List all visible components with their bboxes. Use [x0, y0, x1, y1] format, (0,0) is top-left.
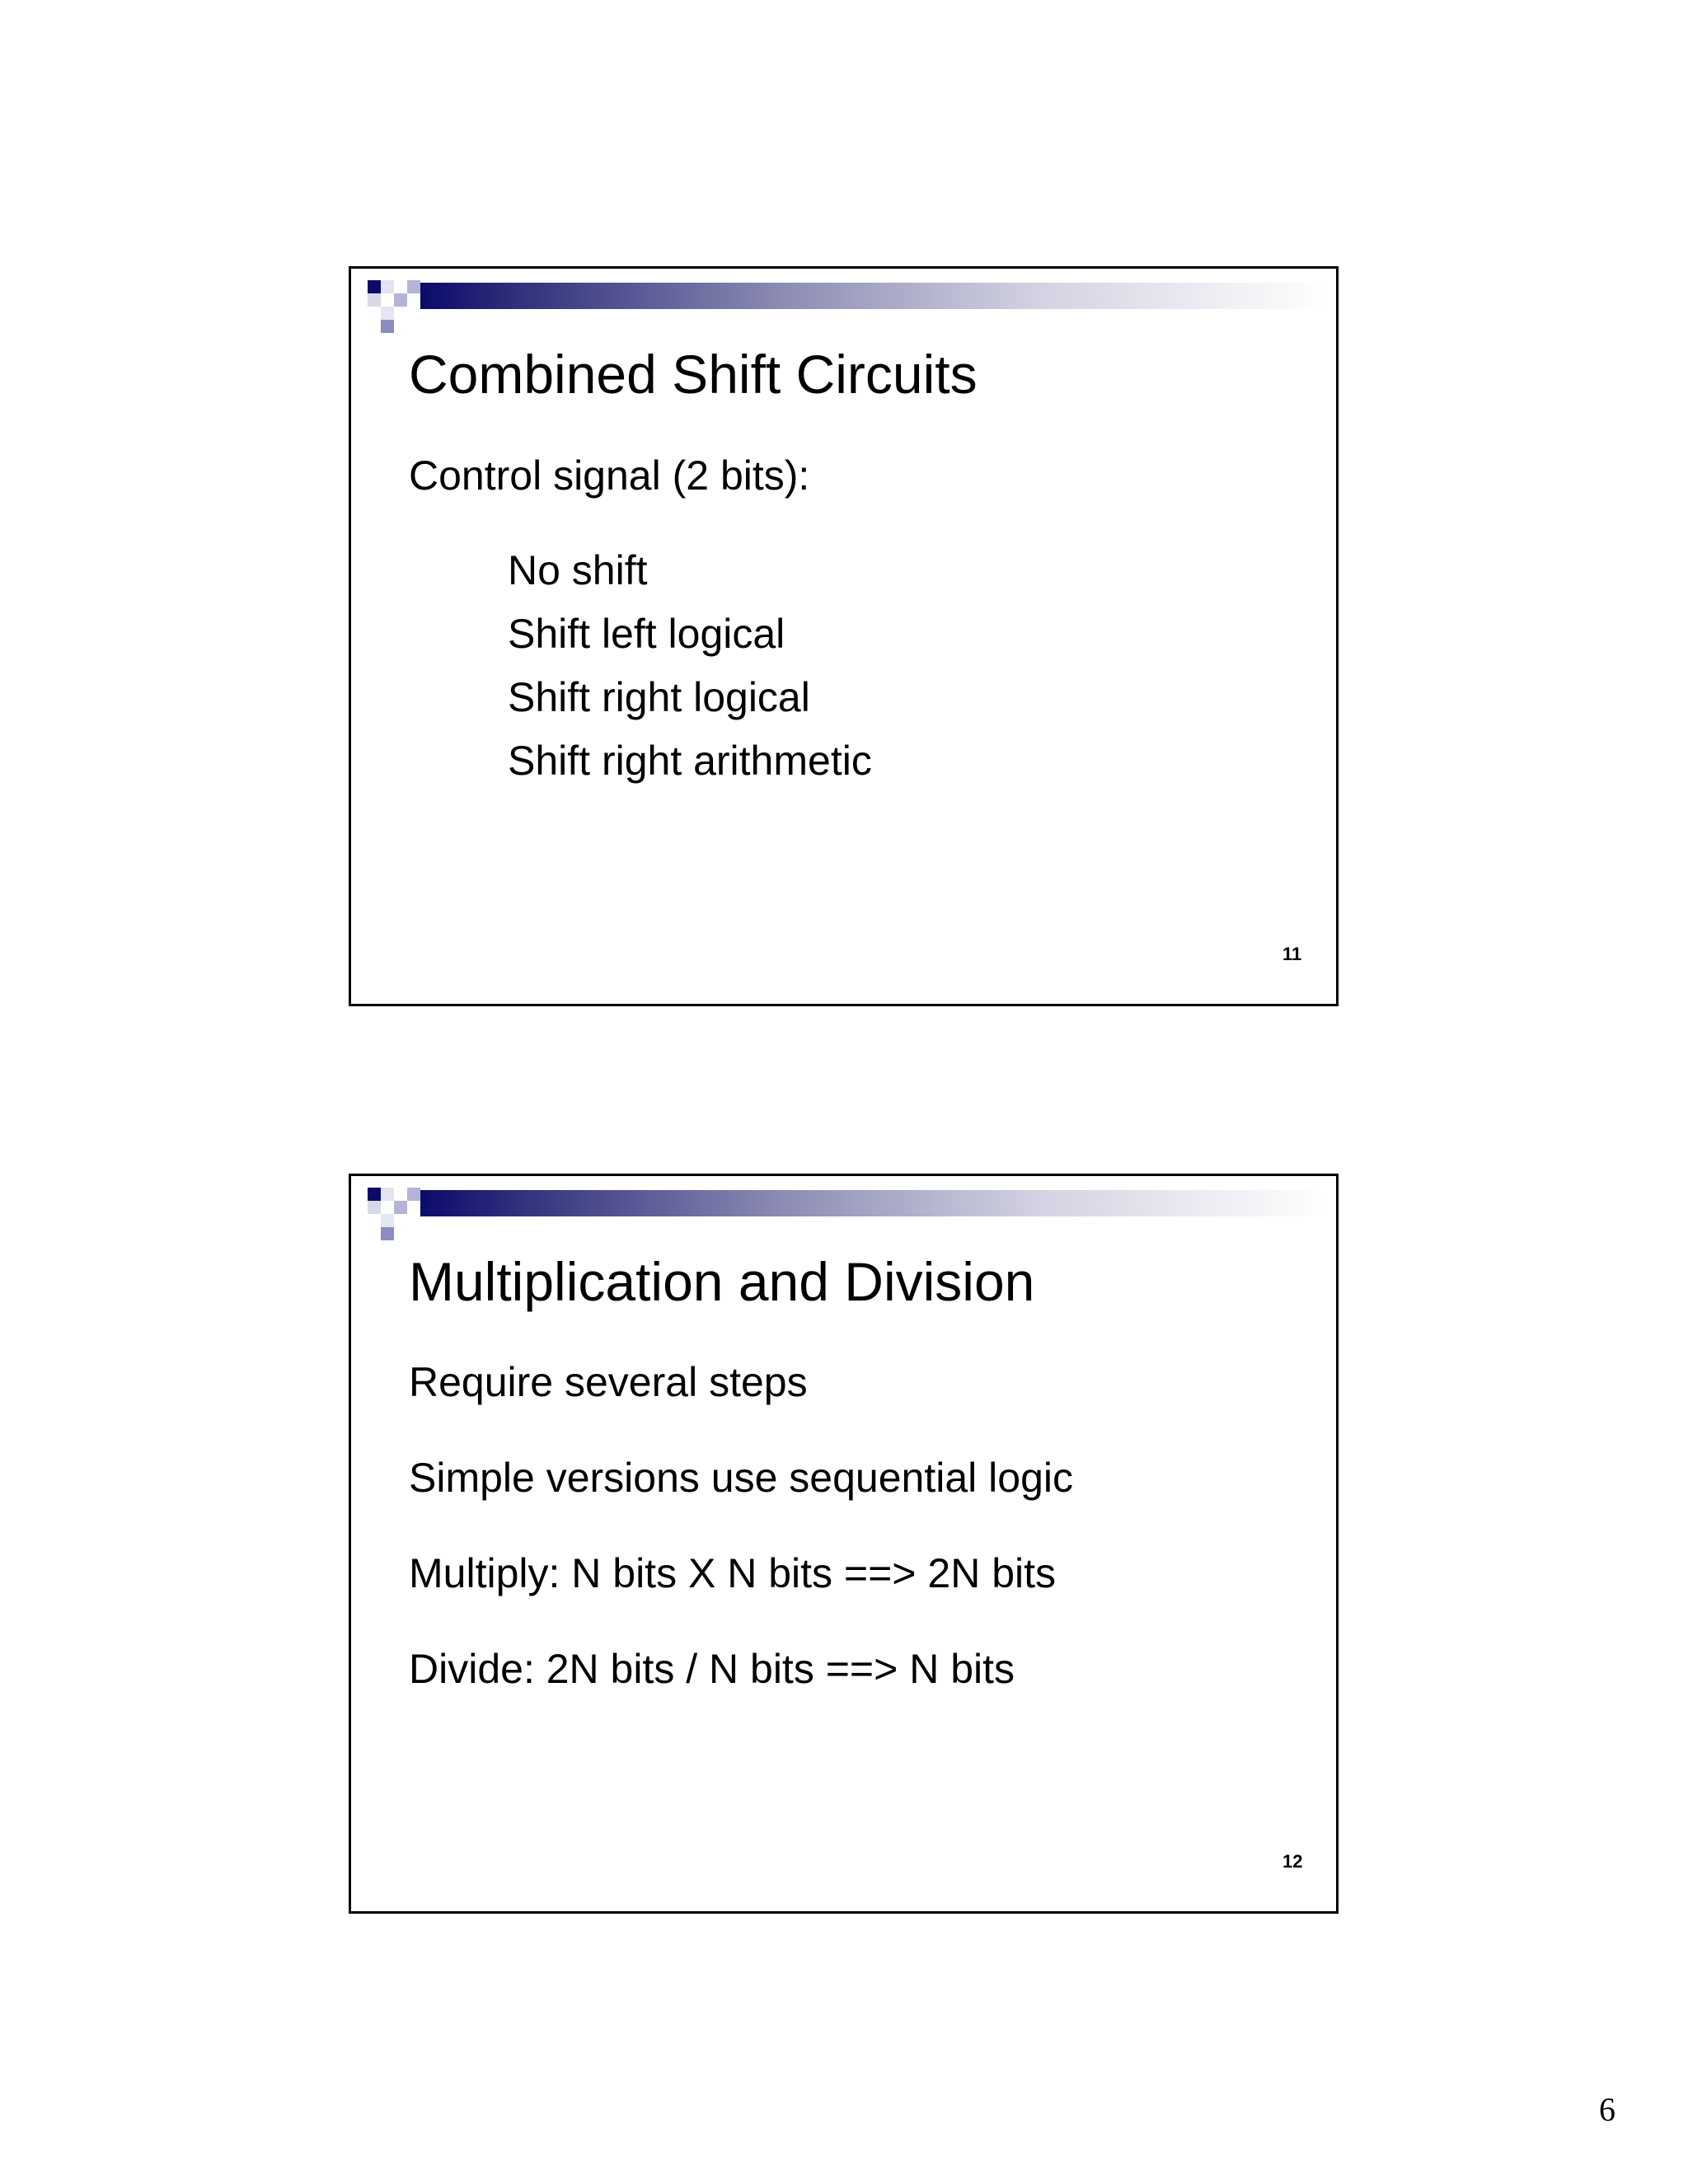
square-mid	[381, 1227, 394, 1240]
square-light	[368, 1201, 381, 1214]
square-mid	[407, 280, 420, 293]
slide-line: Simple versions use sequential logic	[409, 1455, 1073, 1501]
slide-title: Multiplication and Division	[409, 1251, 1035, 1312]
slide-number: 12	[1282, 1851, 1303, 1872]
gradient-bar	[420, 283, 1327, 309]
square-light	[381, 1214, 394, 1227]
list-item: Shift right arithmetic	[508, 738, 872, 784]
slide-12	[349, 1174, 1339, 1914]
slide-line: Multiply: N bits X N bits ==> 2N bits	[409, 1550, 1057, 1596]
slide-header-decoration	[351, 269, 1339, 335]
page-number: 6	[1599, 2091, 1615, 2128]
square-dark	[368, 280, 381, 293]
slide-header-decoration	[351, 1176, 1339, 1242]
square-mid	[381, 320, 394, 333]
list-item: Shift right logical	[508, 674, 810, 720]
slide-title: Combined Shift Circuits	[409, 344, 978, 405]
square-light	[368, 293, 381, 307]
gradient-bar	[420, 1190, 1327, 1216]
square-mid	[394, 293, 407, 307]
square-white	[381, 1201, 394, 1214]
square-dark	[368, 1188, 381, 1201]
slide-line: Control signal (2 bits):	[409, 452, 810, 499]
square-light	[381, 1188, 394, 1201]
square-white	[394, 1188, 407, 1201]
square-white	[394, 280, 407, 293]
square-white	[381, 293, 394, 307]
square-mid	[394, 1201, 407, 1214]
slide-number: 11	[1282, 944, 1302, 964]
list-item: No shift	[508, 547, 648, 593]
square-mid	[407, 1188, 420, 1201]
slide-line: Divide: 2N bits / N bits ==> N bits	[409, 1646, 1015, 1692]
square-light	[381, 307, 394, 320]
slide-line: Require several steps	[409, 1359, 808, 1405]
list-item: Shift left logical	[508, 611, 785, 657]
square-light	[381, 280, 394, 293]
slide-11	[349, 266, 1339, 1006]
